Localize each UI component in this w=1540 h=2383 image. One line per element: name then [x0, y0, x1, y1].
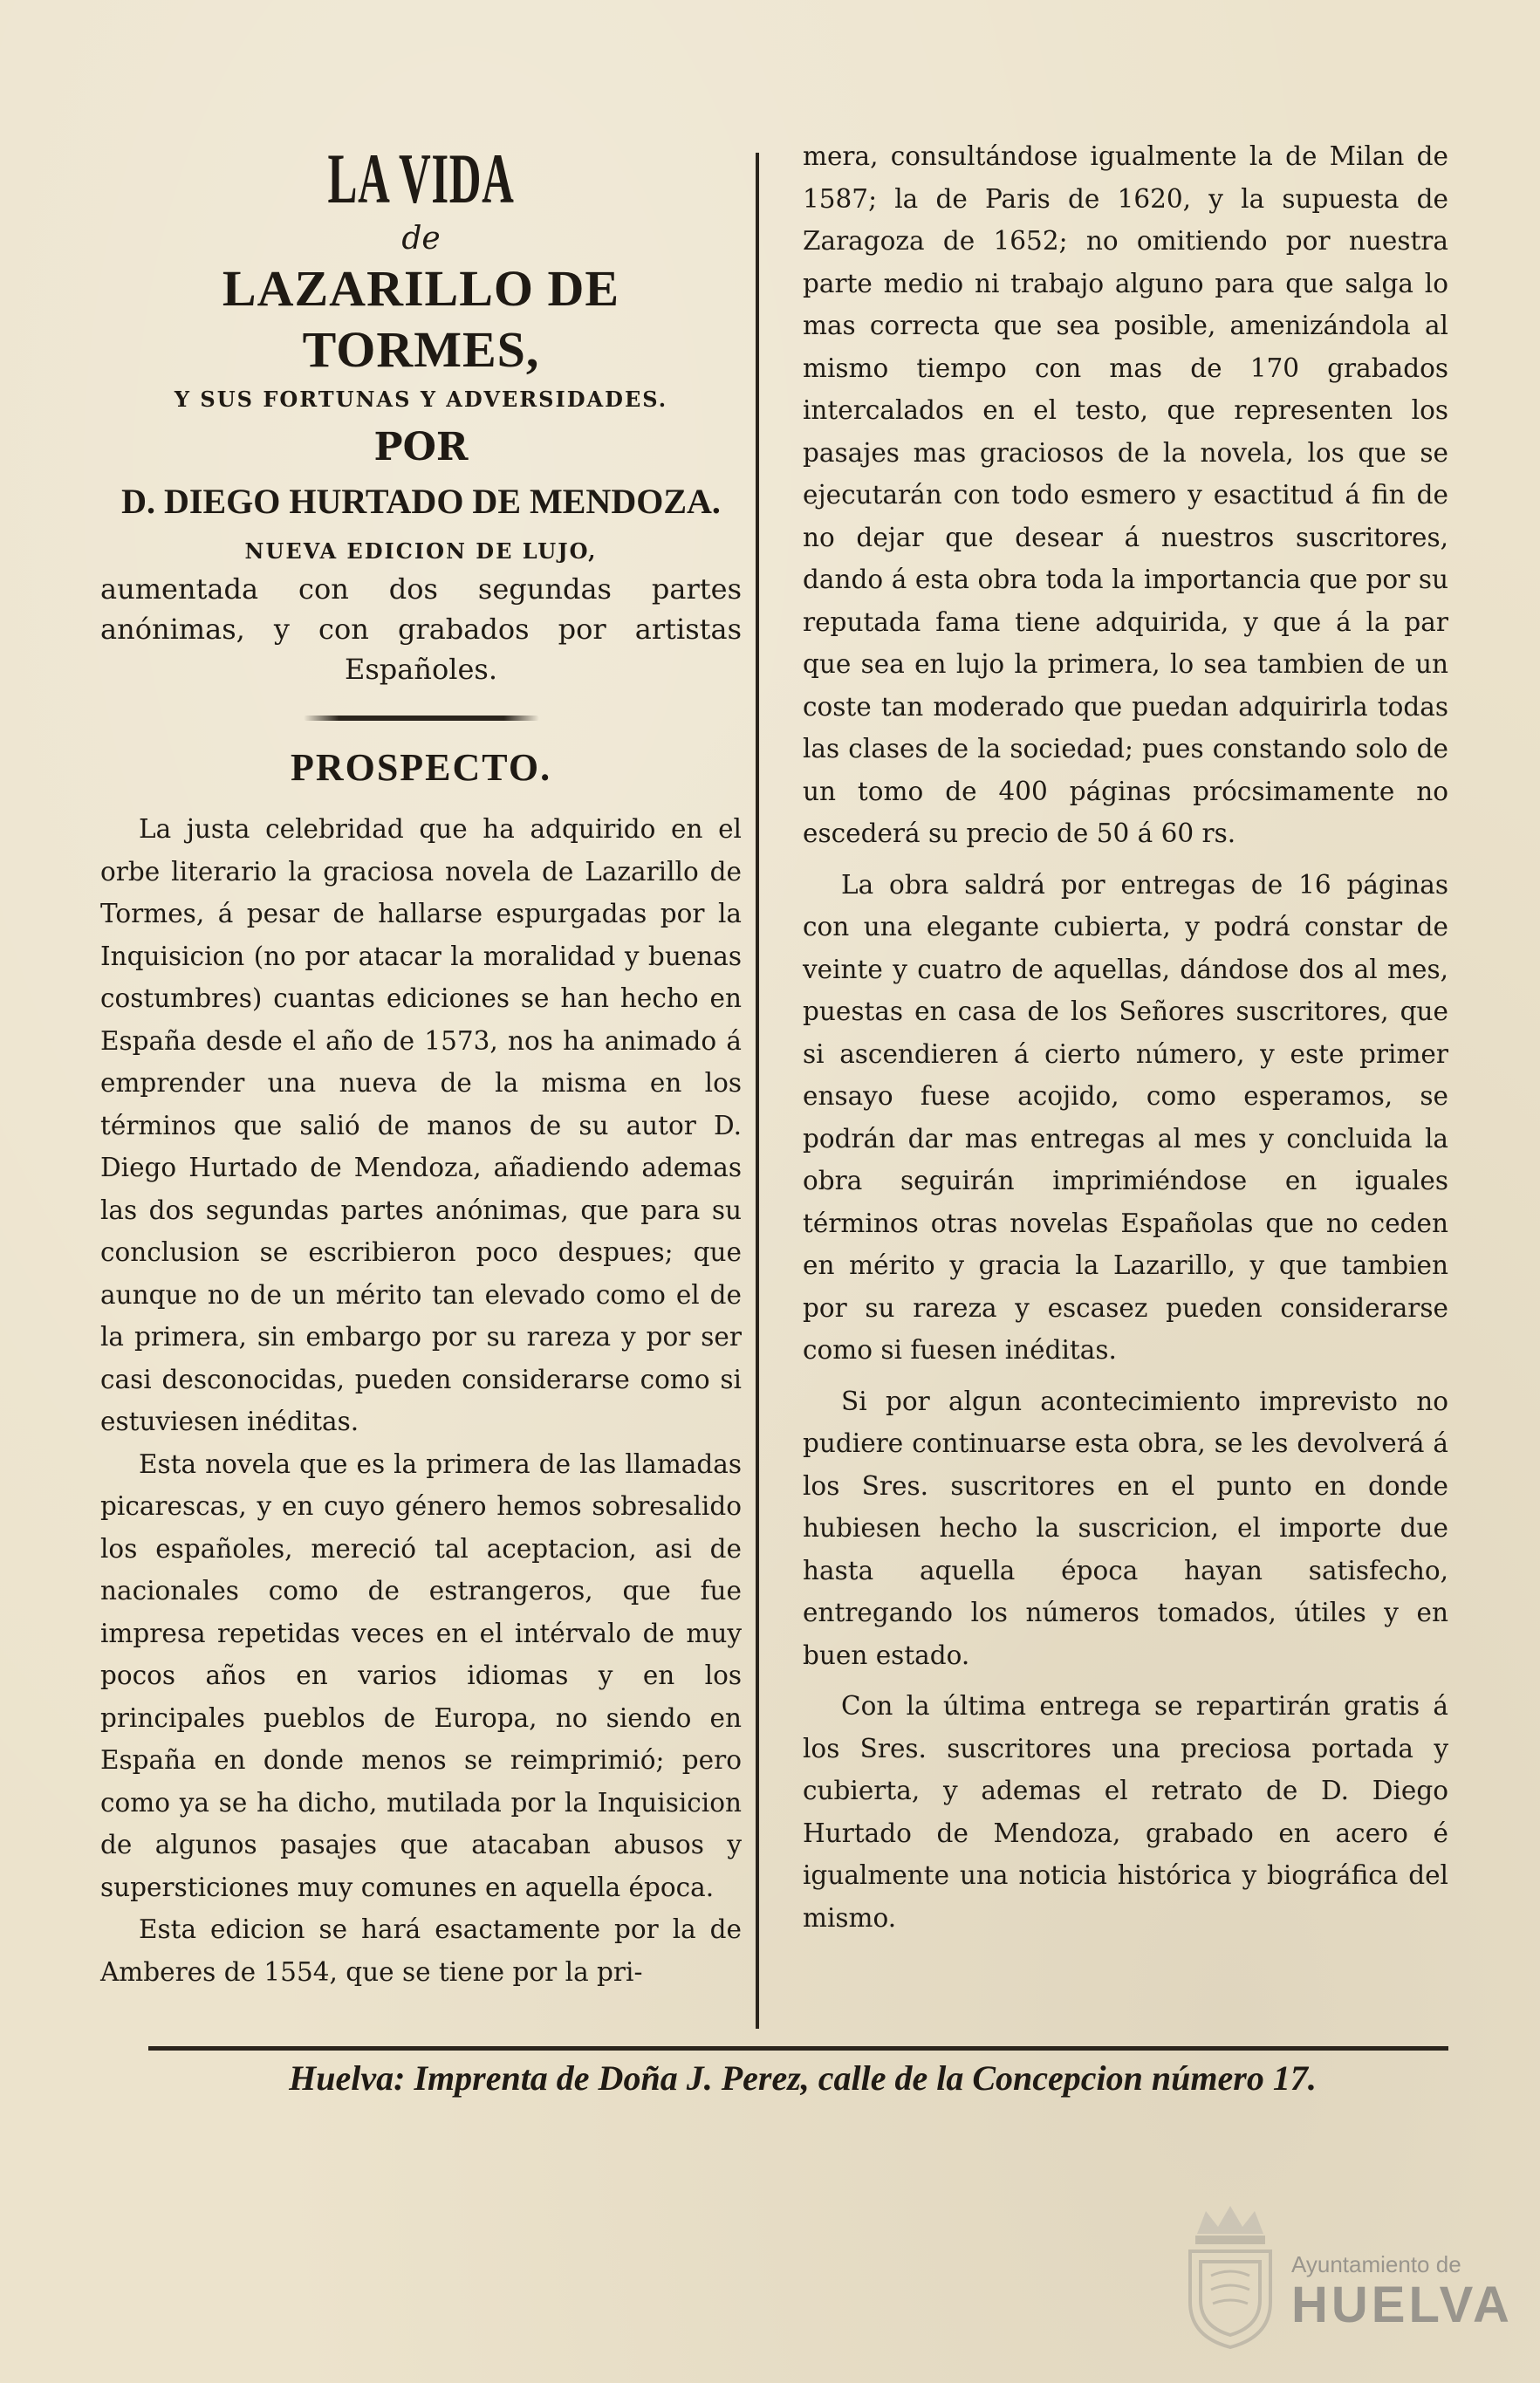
- title-lazarillo: LAZARILLO DE TORMES,: [222, 260, 620, 378]
- title-la-vida: LA VIDA: [327, 139, 515, 218]
- watermark-line-1: Ayuntamiento de: [1291, 2251, 1461, 2277]
- right-paragraph-3: Si por algun acontecimiento imprevisto no pudiere continuarse esta obra, se les devolverá á los Sres. suscritores en el punto en donde hubiesen hecho la suscricion, el importe due hasta aquella época hayan satisfecho, entregando los números tomados, útiles y en buen estado.: [803, 1386, 1448, 1670]
- left-paragraph-3: Esta edicion se hará esactamente por la de Amberes de 1554, que se tiene por la pri-: [100, 1914, 742, 1987]
- left-paragraph-1: La justa celebridad que ha adquirido en el orbe literario la graciosa novela de Lazarillo de Tormes, á pesar de hallarse espurgadas por la Inquisicion (no por atacar la moralidad y buenas costumbres) cuantas ediciones se han hecho en España desde el año de 1573, nos ha animado á emprender una nueva de la misma en los términos que salió de manos de su autor D. Diego Hurtado de Mendoza, añadiendo ademas las dos segundas partes anónimas, que para su conclusion se escribieron poco despues; que aunque no de un mérito tan elevado como el de la primera, sin embargo por su rareza y por ser casi desconocidas, pueden considerarse como si estuviesen inéditas.: [100, 814, 742, 1436]
- right-column: [803, 135, 1448, 1939]
- right-paragraph-1: mera, consultándose igualmente la de Milan de 1587; la de Paris de 1620, y la supuesta de Zaragoza de 1652; no omitiendo por nuestra parte medio ni trabajo alguno para que salga lo mas correcta que sea posible, amenizándola al mismo tiempo con mas de 170 grabados intercalados en el testo, que representen los pasajes mas graciosos de la novela, los que se ejecutarán con todo esmero y esactitud á fin de no dejar que desear á nuestros suscritores, dando á esta obra toda la importancia que por su reputada fama tiene adquirida, y que á la par que sea en lujo la primera, lo sea tambien de un coste tan moderado que puedan adquirirla todas las clases de la sociedad; pues constando solo de un tomo de 400 páginas prócsimamente no escederá su precio de 50 á 60 rs.: [803, 141, 1448, 848]
- printer-imprint: Huelva: Imprenta de Doña J. Perez, calle de la Concepcion número 17.: [289, 2058, 1317, 2098]
- watermark-line-2: HUELVA: [1291, 2277, 1513, 2333]
- crowned-shield-seal-icon: [1178, 2199, 1283, 2352]
- left-column: [100, 140, 742, 1993]
- section-heading: PROSPECTO.: [290, 746, 552, 789]
- watermark: [1291, 2251, 1513, 2333]
- edition-detail: aumentada con dos segundas partes anónimas, y con grabados por artistas Españoles.: [100, 572, 742, 686]
- title-de: de: [401, 221, 441, 257]
- author-name: D. DIEGO HURTADO DE MENDOZA.: [121, 482, 721, 521]
- right-paragraph-2: La obra saldrá por entregas de 16 páginas con una elegante cubierta, y podrá constar de veinte y cuatro de aquellas, dándose dos al mes, puestas en casa de los Señores suscritores, que si ascendieren á cierto número, y este primer ensayo fuese acojido, como esperamos, se podrán dar mas entregas al mes y concluida la obra seguirán imprimiéndose en iguales términos otras novelas Españolas que no ceden en mérito y gracia la Lazarillo, y que tambien por su rareza y escasez pueden considerarse como si fuesen inéditas.: [803, 869, 1448, 1365]
- edition-line: NUEVA EDICION DE LUJO,: [244, 538, 598, 564]
- ornament-divider: [304, 716, 539, 721]
- subtitle: Y SUS FORTUNAS Y ADVERSIDADES.: [174, 387, 668, 412]
- right-paragraph-4: Con la última entrega se repartirán gratis á los Sres. suscritores una preciosa portada y cubierta, y ademas el retrato de D. Diego Hurtado de Mendoza, grabado en acero é igualmente una noticia histórica y biográfica del mismo.: [803, 1691, 1448, 1933]
- masthead: [100, 140, 742, 689]
- column-divider: [756, 153, 759, 2029]
- footer-rule: [148, 2046, 1448, 2051]
- left-paragraph-2: Esta novela que es la primera de las llamadas picarescas, y en cuyo género hemos sobresalido los españoles, mereció tal aceptacion, asi de nacionales como de estrangeros, que fue impresa repetidas veces en el intérvalo de muy pocos años en varios idiomas y en los principales pueblos de Europa, no siendo en España en donde menos se reimprimió; pero como ya se ha dicho, mutilada por la Inquisicion de algunos pasajes que atacaban abusos y supersticiones muy comunes en aquella época.: [100, 1448, 742, 1902]
- title-por: POR: [373, 425, 469, 469]
